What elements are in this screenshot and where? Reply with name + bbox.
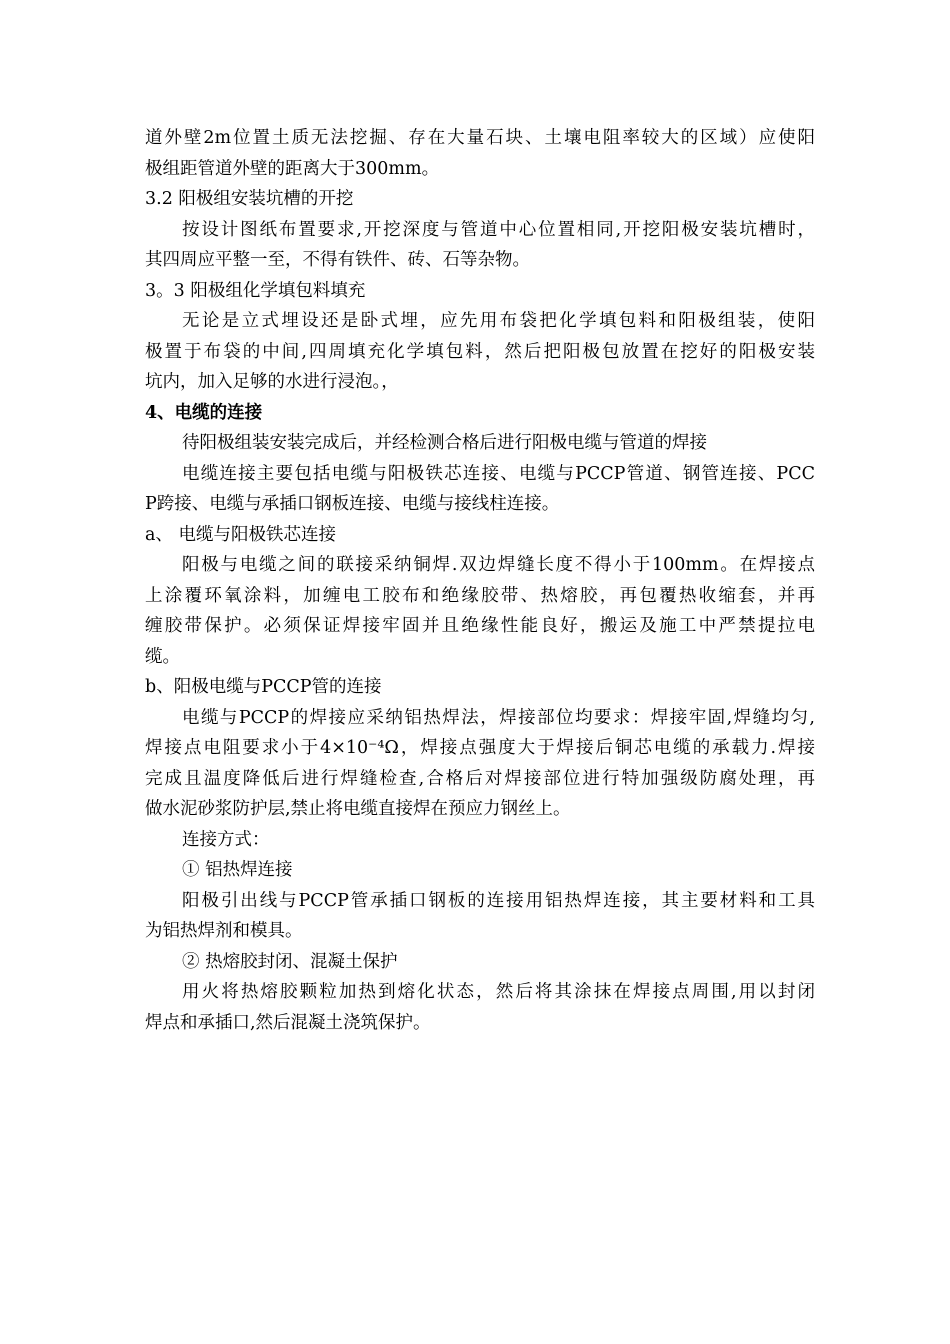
text-line: 3.2 阳极组安装坑槽的开挖 (145, 189, 354, 209)
text-line: 焊接点电阻要求小于4×10⁻⁴Ω，焊接点强度大于焊接后铜芯电缆的承载力.焊接 (145, 738, 815, 758)
text-line: 缠胶带保护。必须保证焊接牢固并且绝缘性能良好，搬运及施工中严禁提拉电 (145, 616, 815, 636)
text-line: 电缆与PCCP的焊接应采纳铝热焊法，焊接部位均要求：焊接牢固,焊缝均匀, (182, 707, 815, 728)
document-body (145, 123, 815, 1038)
text-line: P跨接、电缆与承插口钢板连接、电缆与接线柱连接。 (145, 494, 560, 514)
text-line: b、阳极电缆与PCCP管的连接 (145, 677, 382, 697)
text-line: 做水泥砂浆防护层,禁止将电缆直接焊在预应力钢丝上。 (145, 799, 571, 819)
section-heading: 4、电缆的连接 (145, 402, 263, 423)
text-line: 无论是立式埋设还是卧式埋，应先用布袋把化学填包料和阳极组装，使阳 (182, 311, 815, 331)
text-line: 道外壁2m位置土质无法挖掘、存在大量石块、土壤电阻率较大的区域）应使阳 (145, 128, 815, 148)
text-line: 缆。 (145, 646, 180, 667)
text-line: 3。3 阳极组化学填包料填充 (145, 280, 366, 301)
text-line: 连接方式： (182, 829, 270, 850)
text-line: 用火将热熔胶颗粒加热到熔化状态，然后将其涂抹在焊接点周围,用以封闭 (182, 982, 815, 1002)
text-line: 阳极引出线与PCCP管承插口钢板的连接用铝热焊连接，其主要材料和工具 (182, 890, 815, 911)
text-line: 待阳极组装安装完成后，并经检测合格后进行阳极电缆与管道的焊接 (182, 433, 707, 453)
text-line: 为铝热焊剂和模具。 (145, 921, 303, 941)
text-line: 坑内，加入足够的水进行浸泡。， (145, 372, 399, 392)
text-line: 按设计图纸布置要求,开挖深度与管道中心位置相同,开挖阳极安装坑槽时， (182, 219, 815, 240)
text-line: 极组距管道外壁的距离大于300mm。 (145, 158, 440, 179)
text-line: 阳极与电缆之间的联接采纳铜焊.双边焊缝长度不得小于100mm。在焊接点 (182, 555, 815, 575)
text-line: a、 电缆与阳极铁芯连接 (145, 524, 336, 545)
text-line: 其四周应平整一至，不得有铁件、砖、石等杂物。 (145, 250, 530, 270)
text-line: 完成且温度降低后进行焊缝检查,合格后对焊接部位进行特加强级防腐处理，再 (145, 768, 815, 789)
text-line: ② 热熔胶封闭、混凝土保护 (182, 951, 398, 972)
text-line: 焊点和承插口,然后混凝土浇筑保护。 (145, 1012, 431, 1033)
text-line: 上涂覆环氧涂料，加缠电工胶布和绝缘胶带、热熔胶，再包覆热收缩套，并再 (145, 585, 815, 606)
text-line: 电缆连接主要包括电缆与阳极铁芯连接、电缆与PCCP管道、钢管连接、PCC (182, 463, 815, 484)
text-line: ① 铝热焊连接 (182, 860, 293, 880)
text-line: 极置于布袋的中间,四周填充化学填包料，然后把阳极包放置在挖好的阳极安装 (145, 341, 815, 362)
